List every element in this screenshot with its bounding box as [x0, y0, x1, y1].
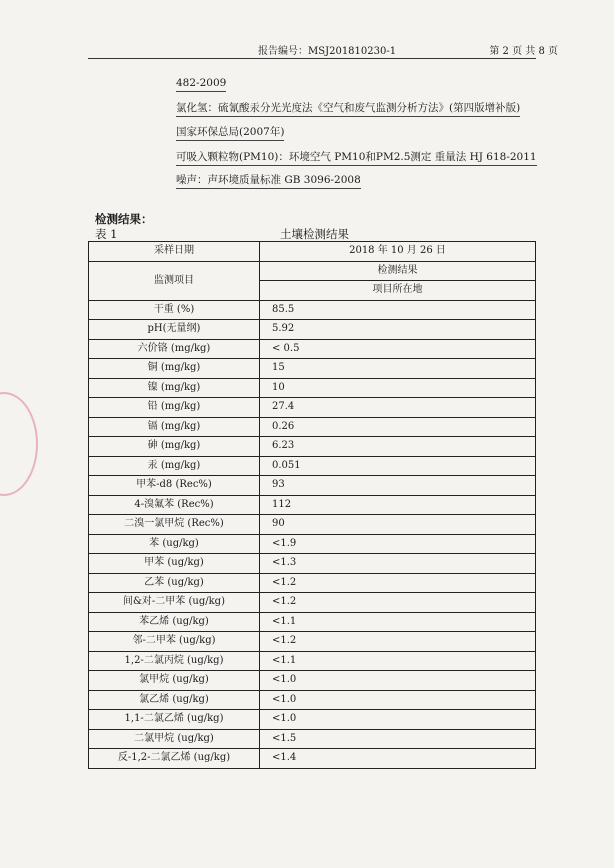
- method-line: 氯化氢：硫氰酸汞分光光度法《空气和废气监测分析方法》(第四版增补版): [176, 101, 520, 117]
- item-cell: 4-溴氟苯 (Rec%): [89, 495, 260, 515]
- item-cell: 甲苯-d8 (Rec%): [89, 476, 260, 496]
- value-cell: 0.051: [260, 456, 536, 476]
- method-line: 噪声：声环境质量标准 GB 3096-2008: [176, 173, 361, 189]
- table-row: [89, 398, 536, 418]
- item-cell: 邻-二甲苯 (ug/kg): [89, 632, 260, 652]
- table-row: [89, 671, 536, 691]
- item-cell: pH(无量纲): [89, 320, 260, 340]
- item-cell: 1,2-二氯丙烷 (ug/kg): [89, 651, 260, 671]
- value-cell: 10: [260, 378, 536, 398]
- value-cell: <1.1: [260, 651, 536, 671]
- item-cell: 反-1,2-二氯乙烯 (ug/kg): [89, 749, 260, 769]
- item-cell: 铅 (mg/kg): [89, 398, 260, 418]
- table-row: [89, 651, 536, 671]
- table-row: [89, 573, 536, 593]
- item-cell: 甲苯 (ug/kg): [89, 554, 260, 574]
- table-row: [89, 495, 536, 515]
- value-cell: < 0.5: [260, 339, 536, 359]
- header-divider: [88, 58, 536, 59]
- value-cell: <1.0: [260, 671, 536, 691]
- item-cell: 汞 (mg/kg): [89, 456, 260, 476]
- value-cell: 27.4: [260, 398, 536, 418]
- table-row: [89, 456, 536, 476]
- date-value-cell: 2018 年 10 月 26 日: [260, 242, 536, 262]
- value-cell: <1.1: [260, 612, 536, 632]
- item-cell: 二溴一氯甲烷 (Rec%): [89, 515, 260, 535]
- value-cell: 6.23: [260, 437, 536, 457]
- table-row: [89, 339, 536, 359]
- table-row: [89, 710, 536, 730]
- table-row: [89, 417, 536, 437]
- value-cell: 112: [260, 495, 536, 515]
- value-cell: <1.2: [260, 632, 536, 652]
- item-cell: 苯乙烯 (ug/kg): [89, 612, 260, 632]
- table-row: [89, 729, 536, 749]
- table-row: [89, 749, 536, 769]
- value-cell: <1.2: [260, 593, 536, 613]
- value-cell: 5.92: [260, 320, 536, 340]
- table-row: [89, 515, 536, 535]
- value-cell: <1.2: [260, 573, 536, 593]
- table-row: [89, 476, 536, 496]
- table-row: [89, 437, 536, 457]
- method-line: 可吸入颗粒物(PM10)：环境空气 PM10和PM2.5测定 重量法 HJ 618-2011: [176, 150, 537, 166]
- item-cell: 二氯甲烷 (ug/kg): [89, 729, 260, 749]
- table-row: [89, 242, 536, 262]
- report-number: 报告编号：MSJ201810230-1: [258, 45, 397, 57]
- item-cell: 乙苯 (ug/kg): [89, 573, 260, 593]
- table-row: [89, 320, 536, 340]
- item-label-cell: 监测项目: [89, 261, 260, 300]
- value-cell: 90: [260, 515, 536, 535]
- method-line: 国家环保总局(2007年): [176, 125, 284, 141]
- value-cell: <1.0: [260, 710, 536, 730]
- seal-stamp: [0, 392, 38, 496]
- table-row: [89, 534, 536, 554]
- result-label-cell: 检测结果: [260, 261, 536, 281]
- soil-results-table: [88, 241, 536, 769]
- item-cell: 氯甲烷 (ug/kg): [89, 671, 260, 691]
- table-row: [89, 690, 536, 710]
- page-header: [258, 40, 558, 58]
- table-row: [89, 612, 536, 632]
- table-row: [89, 593, 536, 613]
- value-cell: <1.5: [260, 729, 536, 749]
- date-label-cell: 采样日期: [89, 242, 260, 262]
- value-cell: <1.3: [260, 554, 536, 574]
- section-title: 检测结果：: [95, 212, 153, 226]
- value-cell: 15: [260, 359, 536, 379]
- item-cell: 镍 (mg/kg): [89, 378, 260, 398]
- item-cell: 间&对-二甲苯 (ug/kg): [89, 593, 260, 613]
- table-label: 表 1: [95, 227, 118, 241]
- item-cell: 氯乙烯 (ug/kg): [89, 690, 260, 710]
- method-line: 482-2009: [176, 76, 226, 92]
- value-cell: <1.9: [260, 534, 536, 554]
- location-label-cell: 项目所在地: [260, 281, 536, 301]
- item-cell: 镉 (mg/kg): [89, 417, 260, 437]
- table-row: [89, 632, 536, 652]
- value-cell: <1.4: [260, 749, 536, 769]
- table-row: [89, 300, 536, 320]
- page-info: 第 2 页 共 8 页: [489, 45, 558, 57]
- item-cell: 干重 (%): [89, 300, 260, 320]
- table-row: [89, 554, 536, 574]
- table-row: [89, 359, 536, 379]
- table-title: 土壤检测结果: [280, 227, 349, 241]
- table-row: [89, 261, 536, 281]
- item-cell: 砷 (mg/kg): [89, 437, 260, 457]
- table-row: [89, 378, 536, 398]
- item-cell: 苯 (ug/kg): [89, 534, 260, 554]
- item-cell: 铜 (mg/kg): [89, 359, 260, 379]
- item-cell: 1,1-二氯乙烯 (ug/kg): [89, 710, 260, 730]
- value-cell: 0.26: [260, 417, 536, 437]
- value-cell: 85.5: [260, 300, 536, 320]
- value-cell: 93: [260, 476, 536, 496]
- item-cell: 六价铬 (mg/kg): [89, 339, 260, 359]
- value-cell: <1.0: [260, 690, 536, 710]
